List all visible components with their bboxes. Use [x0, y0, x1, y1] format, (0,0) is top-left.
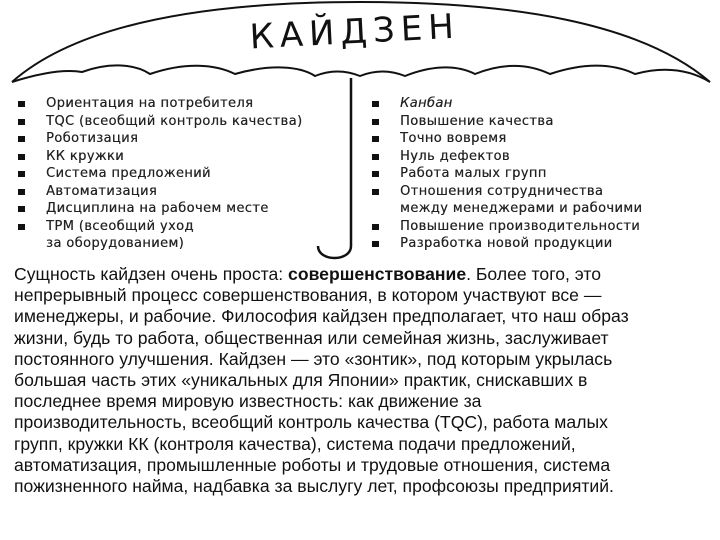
list-item: Роботизация [16, 130, 346, 148]
list-item: TPM (всеобщий уход [16, 218, 346, 236]
description-line: последнее время мировую известность: как движение за [14, 391, 482, 412]
bullet-icon [372, 224, 379, 230]
list-item: Автоматизация [16, 183, 346, 201]
list-item-continuation: за оборудованием) [46, 236, 185, 251]
kaizen-description [14, 264, 714, 497]
list-item: Повышение производительности [370, 218, 700, 236]
list-item: TQC (всеобщий контроль качества) [16, 113, 346, 131]
bullet-icon [18, 171, 25, 177]
description-line: жизни, будь то работа, общественная или семейная жизнь, заслуживает [14, 327, 609, 348]
list-item: Разработка новой продукции [370, 235, 700, 253]
bullet-icon [18, 119, 25, 125]
list-item: Точно вовремя [370, 130, 700, 148]
list-item: Дисциплина на рабочем месте [16, 200, 346, 218]
bullet-icon [18, 101, 25, 107]
bullet-icon [372, 136, 379, 142]
highlight-term: совершенствование [288, 264, 467, 284]
list-item: Система предложений [16, 165, 346, 183]
umbrella-canopy-scallops [12, 65, 710, 82]
umbrella-title: КАЙДЗЕН [248, 6, 461, 58]
description-line: групп, кружки КК (контроля качества), система подачи предложений, [14, 433, 576, 454]
list-item: Канбан [370, 95, 700, 113]
bullet-icon [18, 206, 25, 212]
kaizen-umbrella-diagram [0, 0, 720, 262]
list-item-continuation: между менеджерами и рабочими [400, 201, 643, 216]
bullet-icon [372, 189, 379, 195]
bullet-icon [18, 224, 25, 230]
right-practices-list [370, 95, 700, 253]
description-line: производительность, всеобщий контроль качества (TQC), работа малых [14, 412, 608, 433]
list-item: Ориентация на потребителя [16, 95, 346, 113]
bullet-icon [18, 136, 25, 142]
description-line: Сущность кайдзен очень проста: совершенствование. Более того, это [14, 264, 602, 284]
description-line: постоянного улучшения. Кайдзен — это «зонтик», под которым укрылась [14, 348, 613, 369]
bullet-icon [372, 101, 379, 107]
left-practices-list [16, 95, 346, 253]
bullet-icon [372, 241, 379, 247]
bullet-icon [372, 171, 379, 177]
description-line: пожизненного найма, надбавка за выслугу лет, профсоюзы предприятий. [14, 475, 614, 496]
bullet-icon [18, 189, 25, 195]
description-line: автоматизация, промышленные роботы и трудовые отношения, система [14, 454, 611, 475]
list-item: Нуль дефектов [370, 148, 700, 166]
list-item: Повышение качества [370, 113, 700, 131]
bullet-icon [372, 154, 379, 160]
list-item: Работа малых групп [370, 165, 700, 183]
bullet-icon [372, 119, 379, 125]
description-line: именеджеры, и рабочие. Философия кайдзен предполагает, что наш образ [14, 306, 629, 327]
description-line: большая часть этих «уникальных для Японии» практик, снискавших в [14, 369, 588, 390]
list-item: Отношения сотрудничества [370, 183, 700, 201]
list-item: КК кружки [16, 148, 346, 166]
description-line: непрерывный процесс совершенствования, в котором участвуют все — [14, 285, 602, 306]
bullet-icon [18, 154, 25, 160]
